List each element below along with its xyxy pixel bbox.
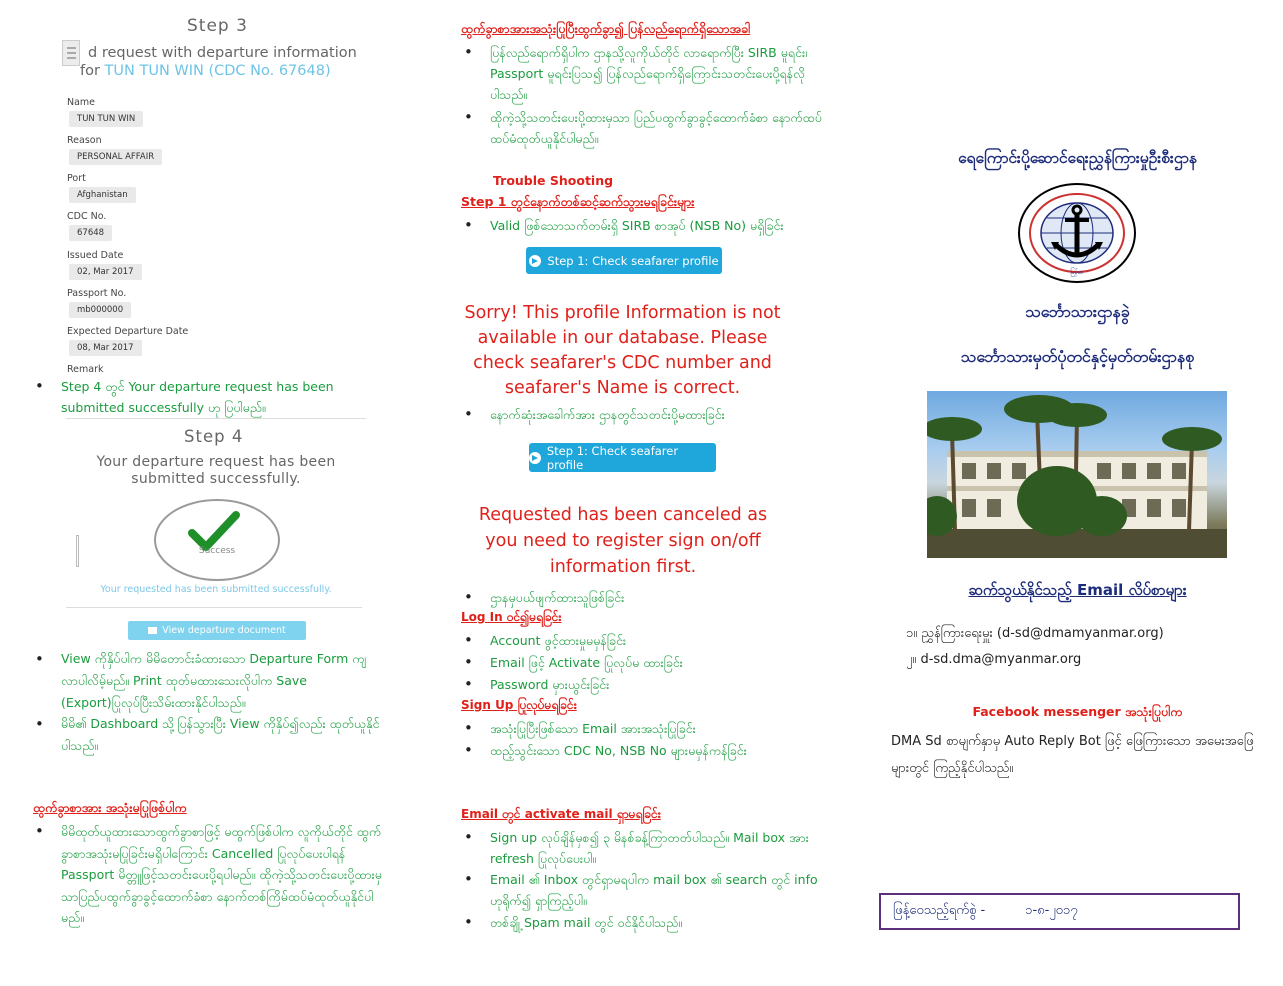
field-label-reason: Reason <box>67 135 102 146</box>
published-date-box <box>879 893 1240 930</box>
field-label-departure: Expected Departure Date <box>67 326 189 337</box>
bullet-step1-sirb: • Valid ဖြစ်သောသက်တမ်းရှိ SIRB စာအုပ် (NSB No) မရှိခြင်း <box>490 215 825 236</box>
field-label-name: Name <box>67 97 96 108</box>
office-building-photo <box>927 391 1227 558</box>
contact-email-heading: ဆက်သွယ်နိုင်သည့် Email လိပ်စာများ <box>968 581 1187 599</box>
success-badge <box>154 499 280 581</box>
email-item-2[interactable]: ၂။ d-sd.dma@myanmar.org <box>906 652 1082 667</box>
field-label-port: Port <box>67 173 86 184</box>
email-item-1[interactable]: ၁။ ညွှန်ကြားရေးမှူး (d-sd@dmamyanmar.org) <box>906 626 1164 641</box>
arrow-circle-icon <box>529 452 541 464</box>
bullet-unused: • မိမိထုတ်ယူထားသောထွက်ခွာစာဖြင့် မထွက်ဖြစ်ပါက လူကိုယ်တိုင် ထွက်ခွာစာအသုံးမပြုခြင်းမရှိပါကြောင်း Cancelled ပြုလုပ်ပေးပါရန် Passport မိတ္တူဖြင့်သတင်းပေးပို့ရပါမည်။ ထိုကဲ့သို့သတင်းပေးပို့ထားမှသာပြည်ပထွက်ခွာခွင့်ထောက်ခံစာ နောက်တစ်ကြိမ်ထပ်မံထုတ်ယူနိုင်ပါမည်။ <box>61 821 386 929</box>
unused-heading: ထွက်ခွာစာအား အသုံးမပြုဖြစ်ပါက <box>33 800 187 815</box>
success-label: Success <box>198 546 236 556</box>
field-value-port: Afghanistan <box>69 187 136 203</box>
step3-subtitle-line2: for TUN TUN WIN (CDC No. 67648) <box>80 63 331 79</box>
field-value-reason: PERSONAL AFFAIR <box>69 149 162 165</box>
bullet-email-2: • Email ၏ Inbox တွင်ရှာမရပါက mail box ၏ search တွင် info ဟုရိုက်၍ ရှာကြည့်ပါ။ <box>490 869 825 911</box>
field-label-remark: Remark <box>67 364 104 375</box>
scroll-marker <box>76 535 79 567</box>
step4-divider <box>66 607 362 608</box>
field-label-cdc: CDC No. <box>67 211 107 222</box>
field-value-passport: mb000000 <box>69 302 131 318</box>
bullet-dashboard: • မိမိ၏ Dashboard သို့ပြန်သွားပြီး View ကိုနှိပ်၍လည်း ထုတ်ယူနိုင်ပါသည်။ <box>61 713 381 757</box>
bullet-login-3: • Password မှားယွင်းခြင်း <box>490 674 825 695</box>
dma-logo <box>1017 182 1137 284</box>
section-name: သင်္ဘောသားမှတ်ပုံတင်နှင့်မှတ်တမ်းဌာနစု <box>960 347 1195 366</box>
check-profile-label-1: Step 1: Check seafarer profile <box>547 253 719 268</box>
bullet-email-1: • Sign up လုပ်ချိန်မှစ၍ ၃ မိနစ်ခန့်ကြာတတ်ပါသည်။ Mail box အား refresh ပြုလုပ်ပေးပါ။ <box>490 827 835 869</box>
check-profile-button-2[interactable] <box>529 443 716 472</box>
step4-title: Step 4 <box>184 427 244 446</box>
trouble-heading: Trouble Shooting <box>493 173 614 188</box>
bullet-login-2: • Email ဖြင့် Activate ပြုလုပ်မ ထားခြင်း <box>490 652 825 673</box>
bullet-signup-1: • အသုံးပြုပြီးဖြစ်သော Email အားအသုံးပြုခြင်း <box>490 718 825 739</box>
view-departure-button[interactable] <box>128 621 306 640</box>
step4-panel <box>66 418 366 608</box>
bullet-view-form: • View ကိုနှိပ်ပါက မိမိတောင်းခံထားသော Departure Form ကျလာပါလိမ့်မည်။ Print ထုတ်မထားသေးလိုပါက Save (Export)ပြုလုပ်ပြီးသိမ်းထားနိုင်ပါသည်။ <box>61 648 381 714</box>
check-profile-label-2: Step 1: Check seafarer profile <box>546 443 679 472</box>
bullet-login-1: • Account ဖွင့်ထားမှုမမှန်ခြင်း <box>490 630 825 651</box>
field-label-issued: Issued Date <box>67 250 124 261</box>
bullet-email-3: • တစ်ချို့ Spam mail တွင် ဝင်နိုင်ပါသည်။ <box>490 912 825 933</box>
field-value-departure: 08, Mar 2017 <box>69 340 142 356</box>
step3-subtitle-line1: d request with departure information <box>88 45 357 61</box>
seafarer-name-link: TUN TUN WIN (CDC No. 67648) <box>104 63 331 79</box>
signup-heading: Sign Up ပြုလုပ်မရခြင်း <box>461 698 577 712</box>
arrow-circle-icon <box>529 255 541 267</box>
facebook-heading: Facebook messenger အသုံးပြုပါက <box>972 704 1183 719</box>
facebook-text: DMA Sd စာမျက်နှာမှ Auto Reply Bot ဖြင့် ဖြေကြားသော အမေးအဖြေများတွင် ကြည့်နိုင်ပါသည်။ <box>891 734 1254 776</box>
department-name: ရေကြောင်းပို့ဆောင်ရေးညွှန်ကြားမှုဦးစီးဌာန <box>958 149 1197 167</box>
step4-message: Your departure request has been submitted successfully. <box>96 454 336 487</box>
checkmark-icon <box>154 499 280 581</box>
bullet-signup-2: • ထည့်သွင်းသော CDC No, NSB No များမမှန်ကန်ခြင်း <box>490 740 825 761</box>
bullet-banned: • ဌာနမှပယ်ဖျက်ထားသူဖြစ်ခြင်း <box>490 587 825 608</box>
return-heading: ထွက်ခွာစာအားအသုံးပြုပြီးထွက်ခွာ၍ ပြန်လည်ရောက်ရှိသောအခါ <box>461 21 751 36</box>
branch-name: သင်္ဘောသားဌာနခွဲ <box>1025 302 1130 321</box>
step1-heading: Step 1 တွင်နောက်တစ်ဆင့်ဆက်သွားမရခြင်းများ <box>461 194 695 209</box>
view-departure-label: View departure document <box>162 625 286 636</box>
success-caption: Your requested has been submitted successfully. <box>100 584 332 595</box>
published-date: ၁-၈-၂၀၁၇ <box>1025 903 1078 918</box>
published-label: ဖြန့်ဝေသည့်ရက်စွဲ - <box>893 903 986 918</box>
logo-bottom-text: မြန်မာ <box>1070 269 1084 276</box>
profile-not-found-message: Sorry! This profile Information is not available in our database. Please check seafarer's CDC number and seafarer's Name is correct. <box>464 303 781 398</box>
field-value-cdc: 67648 <box>69 225 112 241</box>
email-activate-heading: Email တွင် activate mail ရှာမရခြင်း <box>461 807 661 821</box>
field-value-issued: 02, Mar 2017 <box>69 264 142 280</box>
doc-icon <box>62 40 80 66</box>
bullet-return-1: • ပြန်လည်ရောက်ရှိပါက ဌာနသို့လူကိုယ်တိုင် လာရောက်ပြီး SIRB မူရင်း၊ Passport မူရင်းပြသ၍ ပြန်လည်ရောက်ရှိကြောင်းသတင်းပေးပို့ရန်လိုပါသည်။ <box>490 42 825 105</box>
request-canceled-message: Requested has been canceled as you need to register sign on/off information first. <box>478 505 768 577</box>
check-profile-button-1[interactable] <box>526 247 722 274</box>
field-label-passport: Passport No. <box>67 288 127 299</box>
folder-icon <box>148 627 157 634</box>
bullet-step4: • Step 4 တွင် Your departure request has been submitted successfully ဟု ပြပါမည်။ <box>61 376 386 418</box>
login-heading: Log In ဝင်၍မရခြင်း <box>461 610 562 624</box>
step3-title: Step 3 <box>187 16 248 36</box>
bullet-return-2: • ထိုကဲ့သို့သတင်းပေးပို့ထားမှသာ ပြည်ပထွက်ခွာခွင့်ထောက်ခံစာ နောက်ထပ် ထပ်မံထုတ်ယူနိုင်ပါမည်။ <box>490 107 825 149</box>
field-value-name: TUN TUN WIN <box>69 111 143 127</box>
bullet-last-report: • နောက်ဆုံးအခေါက်အား ဌာနတွင်သတင်းပို့မထားခြင်း <box>490 404 825 425</box>
